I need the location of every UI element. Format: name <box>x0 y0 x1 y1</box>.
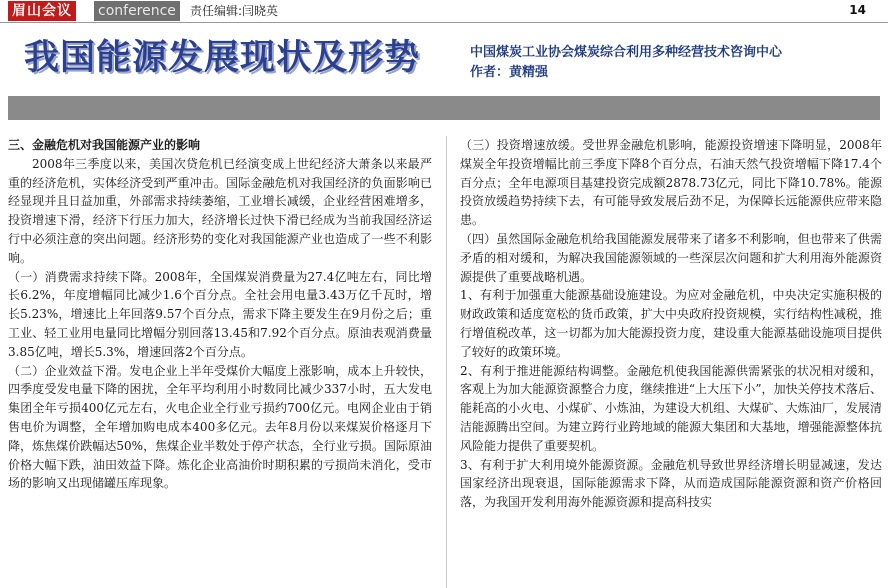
header-divider <box>0 22 888 23</box>
paragraph: 2008年三季度以来，美国次贷危机已经演变成上世纪经济大萧条以来最严重的经济危机，实体经济受到严重冲击。国际金融危机对我国经济的负面影响已经显现并且日益加重，外部需求持续萎缩，工业增长减缓，企业经营困难增多，投资增速下滑，经济下行压力加大，经济增长过快下滑已经成为当前我国经济运行中必须注意的突出问题。经济形势的变化对我国能源产业也造成了一些不利影响。 <box>8 156 432 265</box>
section-heading: 三、金融危机对我国能源产业的影响 <box>8 138 201 152</box>
paragraph: 3、有利于扩大利用境外能源资源。金融危机导致世界经济增长明显减速，发达国家经济出现衰退，国际能源需求下降，从而造成国际能源资源和资产价格回落，为我国开发利用海外能源资源和提高科技实 <box>460 457 882 510</box>
author-name: 作者：黄精强 <box>470 65 549 80</box>
paragraph: 2、有利于推进能源结构调整。金融危机使我国能源供需紧张的状况相对缓和，客观上为加大能源资源整合力度，继续推进“上大压下小”，加快关停技术落后、能耗高的小火电、小煤矿、小炼油，为建设大机组、大煤矿、大炼油厂，发展清洁能源腾出空间。为建立跨行业跨地域的能源大集团和大基地，增强能源整体抗风险能力提供了重要契机。 <box>460 363 882 453</box>
title-banner-bar <box>8 96 880 120</box>
paragraph: 1、有利于加强重大能源基础设施建设。为应对金融危机，中央决定实施积极的财政政策和适度宽松的货币政策，扩大中央政府投资规模，实行结构性减税，推行增值税改革，这一切都为加大能源投资力度，建设重大能源基础设施项目提供了较好的政策环境。 <box>460 288 882 359</box>
brand-subtitle: conference <box>94 1 180 21</box>
paragraph: （一）消费需求持续下降。2008年，全国煤炭消费量为27.4亿吨左右，同比增长6.2%，年度增幅同比减少1.6个百分点。全社会用电量3.43万亿千瓦时，增长5.23%，增速比上年回落9.57个百分点，需求下降主要发生在9月份之后；重工业、轻工业用电量同比增幅分别回落13.45和7.92个百分点。原油表观消费量3.85亿吨，增长5.3%，增速回落2个百分点。 <box>8 269 432 359</box>
page-number: 14 <box>849 3 866 17</box>
paragraph: （三）投资增速放缓。受世界金融危机影响，能源投资增速下降明显，2008年煤炭全年投资增幅比前三季度下降8个百分点，石油天然气投资增幅下降17.4个百分点；全年电源项目基建投资完成额2878.73亿元，同比下降10.78%。能源投资放缓趋势持续下去，有可能导致发展后劲不足，为保障长远能源供应带来隐患。 <box>460 138 882 228</box>
paragraph: （二）企业效益下滑。发电企业上半年受煤价大幅度上涨影响，成本上升较快，四季度受发电量下降的困扰，全年平均利用小时数同比减少337小时，五大发电集团全年亏损400亿元左右，火电企业全行业亏损约700亿元。电网企业由于销售电价为调整，全年增加购电成本400多亿元。去年8月份以来煤炭价格逐月下降，炼焦煤价跌幅达50%，焦煤企业半数处于停产状态，全行业亏损。国际原油价格大幅下跌，油田效益下降。炼化企业高油价时期积累的亏损尚未消化，受市场的影响又出现储罐压库现象。 <box>8 363 432 491</box>
author-organization: 中国煤炭工业协会煤炭综合利用多种经营技术咨询中心 <box>470 45 783 60</box>
editor-credit: 责任编辑:闫晓英 <box>190 4 279 18</box>
paragraph: （四）虽然国际金融危机给我国能源发展带来了诸多不利影响，但也带来了供需矛盾的相对缓和，为解决我国能源领域的一些深层次问题和扩大利用海外能源资源提供了重要战略机遇。 <box>460 231 882 284</box>
left-column <box>8 136 432 588</box>
article-title: 我国能源发展现状及形势 <box>24 38 421 78</box>
column-divider <box>446 136 447 588</box>
right-column <box>460 136 882 588</box>
brand-logo: 眉山会议 <box>8 1 76 21</box>
page-header <box>0 0 888 22</box>
